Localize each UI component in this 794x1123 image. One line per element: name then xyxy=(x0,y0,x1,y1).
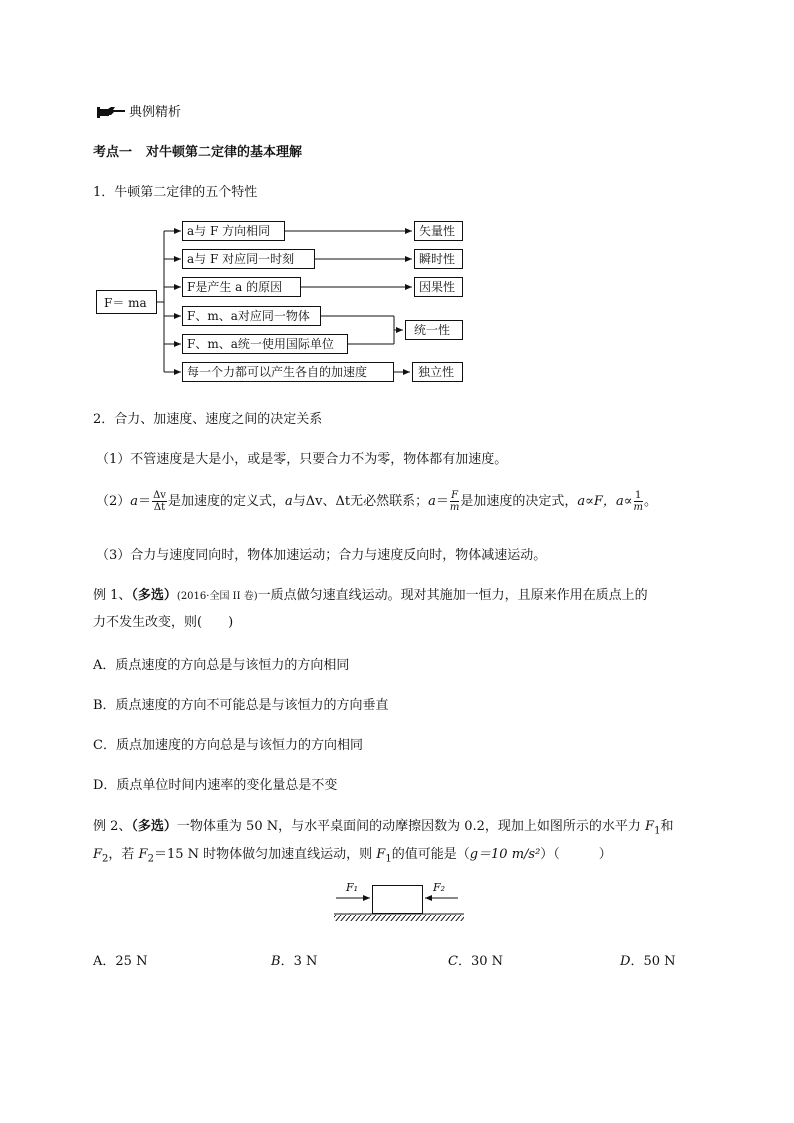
example-1-option: C．质点加速度的方向总是与该恒力的方向相同 xyxy=(93,738,363,753)
answer-option: B．3 N xyxy=(271,954,318,969)
svg-text:F、m、a对应同一物体: F、m、a对应同一物体 xyxy=(187,309,310,323)
answer-option: A．25 N xyxy=(93,954,148,969)
pointing-hand-icon xyxy=(97,106,127,119)
result-box xyxy=(413,363,463,382)
figure-label-f1: F₁ xyxy=(346,881,359,894)
figure-label-f2: F₂ xyxy=(433,881,446,894)
kaodian-heading xyxy=(93,141,302,160)
item-2-title: 2．合力、加速度、速度之间的决定关系 xyxy=(93,412,323,427)
svg-text:F、m、a统一使用国际单位: F、m、a统一使用国际单位 xyxy=(187,337,334,351)
block xyxy=(373,886,423,914)
svg-text:每一个力都可以产生各自的加速度: 每一个力都可以产生各自的加速度 xyxy=(187,365,368,379)
branch-box xyxy=(183,278,301,297)
svg-text:a与 F 对应同一时刻: a与 F 对应同一时刻 xyxy=(187,252,295,266)
example-1-option: B．质点速度的方向不可能总是与该恒力的方向垂直 xyxy=(93,698,389,713)
result-box xyxy=(415,250,463,269)
newton-law-diagram xyxy=(96,217,476,389)
branch-box xyxy=(183,335,348,354)
result-box xyxy=(415,278,463,297)
example-2-stem: 例 2、（多选）一物体重为 50 N，与水平桌面间的动摩擦因数为 0.2，现加上如图所示的水平力 $F_1$和 xyxy=(93,819,674,837)
fraction-f-m: $\frac{F}{m}$ xyxy=(449,490,460,513)
result-box xyxy=(406,321,463,340)
example-1-stem: 例 1、（多选）(2016·全国 II 卷)一质点做匀速直线运动。现对其施加一恒力，且原来作用在质点上的 xyxy=(93,588,648,603)
ground-hatch xyxy=(334,915,464,921)
branch-box xyxy=(183,307,321,326)
branch-box xyxy=(183,250,315,269)
paragraph-3: （3）合力与速度同向时，物体加速运动；合力与速度反向时，物体减速运动。 xyxy=(96,548,547,563)
section-header: 典例精析 xyxy=(97,101,181,120)
diagram-root: F＝ ma xyxy=(104,296,147,310)
branch-box xyxy=(183,363,394,382)
branch-box xyxy=(183,222,285,241)
example-1-stem-line-2: 力不发生改变，则( ) xyxy=(93,615,234,630)
svg-text:a与 F 方向相同: a与 F 方向相同 xyxy=(187,224,271,238)
svg-text:统一性: 统一性 xyxy=(414,323,451,337)
answer-option: C．30 N xyxy=(448,954,504,969)
result-box xyxy=(415,222,463,241)
kaodian-title: 对牛顿第二定律的基本理解 xyxy=(146,145,303,160)
paragraph-1: （1）不管速度是大是小，或是零，只要合力不为零，物体都有加速度。 xyxy=(96,452,508,467)
example-1-option: D．质点单位时间内速率的变化量总是不变 xyxy=(93,778,338,793)
item-1-title: 1．牛顿第二定律的五个特性 xyxy=(93,185,258,200)
fraction-1-m: $\frac{1}{m}$ xyxy=(633,490,643,513)
svg-text:独立性: 独立性 xyxy=(418,365,455,379)
example-1-option: A．质点速度的方向总是与该恒力的方向相同 xyxy=(93,658,350,673)
svg-text:因果性: 因果性 xyxy=(419,280,456,294)
example-2-stem-line-2: $F_2$，若 $F_2=15$ N 时物体做匀加速直线运动，则 $F_1$的值可能是（g＝10 m/s²）（ ） xyxy=(93,847,612,865)
svg-text:矢量性: 矢量性 xyxy=(419,224,456,238)
kaodian-label: 考点一 xyxy=(93,145,133,160)
block-force-figure xyxy=(330,880,466,928)
svg-text:瞬时性: 瞬时性 xyxy=(419,252,456,266)
answer-option: D．50 N xyxy=(620,954,676,969)
fraction-dv-dt: $\frac{\Delta v}{\Delta t}$ xyxy=(153,490,166,513)
paragraph-2: （2）a＝ $\frac{\Delta v}{\Delta t}$ 是加速度的定义式，a与Δv、Δt无必然联系；a＝ $\frac{F}{m}$是加速度的决定式，a∝F，a∝ $\frac{1}{m}$。 xyxy=(96,490,657,513)
svg-text:F是产生 a 的原因: F是产生 a 的原因 xyxy=(187,280,283,294)
